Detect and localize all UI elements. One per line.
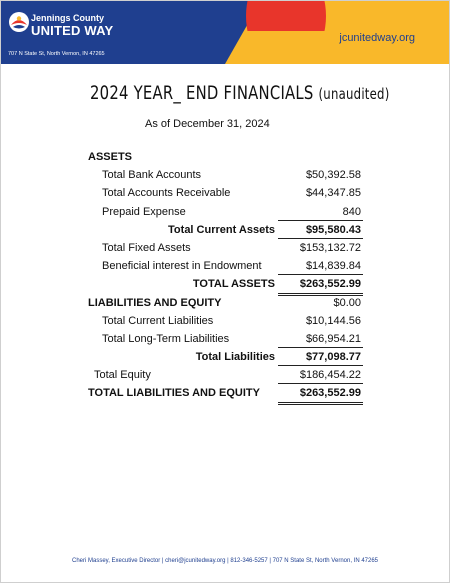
united-way-logo-icon (8, 11, 30, 33)
prepaid-expense-value: 840 (342, 205, 361, 218)
page-title (90, 82, 390, 104)
total-equity-value: $186,454.22 (299, 369, 361, 382)
prepaid-expense-label: Prepaid Expense (102, 205, 186, 218)
assets-heading: ASSETS (88, 151, 133, 163)
accounts-receivable-label: Total Accounts Receivable (102, 187, 231, 200)
assets-heading-row (88, 148, 363, 166)
as-of-date: As of December 31, 2024 (145, 118, 270, 130)
long-term-liabilities-label: Total Long-Term Liabilities (102, 332, 230, 345)
bank-accounts-value: $50,392.58 (305, 169, 361, 182)
total-assets-row (88, 275, 363, 293)
fixed-assets-row (88, 239, 363, 257)
current-assets-value: $95,580.43 (305, 223, 361, 236)
total-equity-row (88, 366, 363, 384)
grand-total-row (88, 384, 363, 402)
banner-url-link[interactable]: jcunitedway.org (339, 32, 415, 44)
accounts-receivable-value: $44,347.85 (305, 187, 361, 200)
total-assets-label: TOTAL ASSETS (192, 278, 275, 291)
fixed-assets-label: Total Fixed Assets (102, 241, 191, 254)
total-rule (278, 402, 363, 403)
total-liabilities-row (88, 348, 363, 366)
liabilities-heading: LIABILITIES AND EQUITY (88, 296, 222, 309)
org-name-line1: Jennings County (31, 13, 105, 23)
banner-address: 707 N State St, North Vernon, IN 47265 (8, 51, 105, 57)
current-liabilities-label: Total Current Liabilities (102, 314, 214, 327)
accounts-receivable-row (88, 184, 363, 202)
liabilities-heading-row (88, 294, 363, 312)
current-assets-row (88, 221, 363, 239)
org-name-line2: UNITED WAY (31, 23, 114, 38)
total-double-rule (278, 404, 363, 405)
grand-total-value: $263,552.99 (299, 387, 361, 400)
total-liabilities-value: $77,098.77 (305, 351, 361, 364)
long-term-liabilities-value: $66,954.21 (305, 332, 361, 345)
title-main: 2024 YEAR_ END FINANCIALS (90, 82, 314, 104)
footer-contact: Cheri Massey, Executive Director | cheri@jcunitedway.org | 812-346-5257 | 707 N State St, North Vernon, IN 47265 (71, 558, 379, 564)
current-liabilities-value: $10,144.56 (305, 314, 361, 327)
grand-total-label: TOTAL LIABILITIES AND EQUITY (88, 387, 260, 400)
fixed-assets-value: $153,132.72 (299, 241, 361, 254)
endowment-row (88, 257, 363, 275)
header-banner (1, 1, 449, 64)
liabilities-heading-value: $0.00 (333, 296, 361, 309)
total-liabilities-label: Total Liabilities (195, 351, 275, 364)
bank-accounts-row (88, 166, 363, 184)
long-term-liabilities-row (88, 330, 363, 348)
endowment-value: $14,839.84 (305, 260, 361, 273)
title-sub: (unaudited) (318, 85, 390, 103)
current-assets-label: Total Current Assets (168, 223, 275, 236)
endowment-label: Beneficial interest in Endowment (102, 260, 262, 273)
financial-statement (88, 148, 363, 403)
total-equity-label: Total Equity (94, 369, 151, 382)
prepaid-expense-row (88, 203, 363, 221)
current-liabilities-row (88, 312, 363, 330)
bank-accounts-label: Total Bank Accounts (102, 169, 202, 182)
total-assets-value: $263,552.99 (299, 278, 361, 291)
